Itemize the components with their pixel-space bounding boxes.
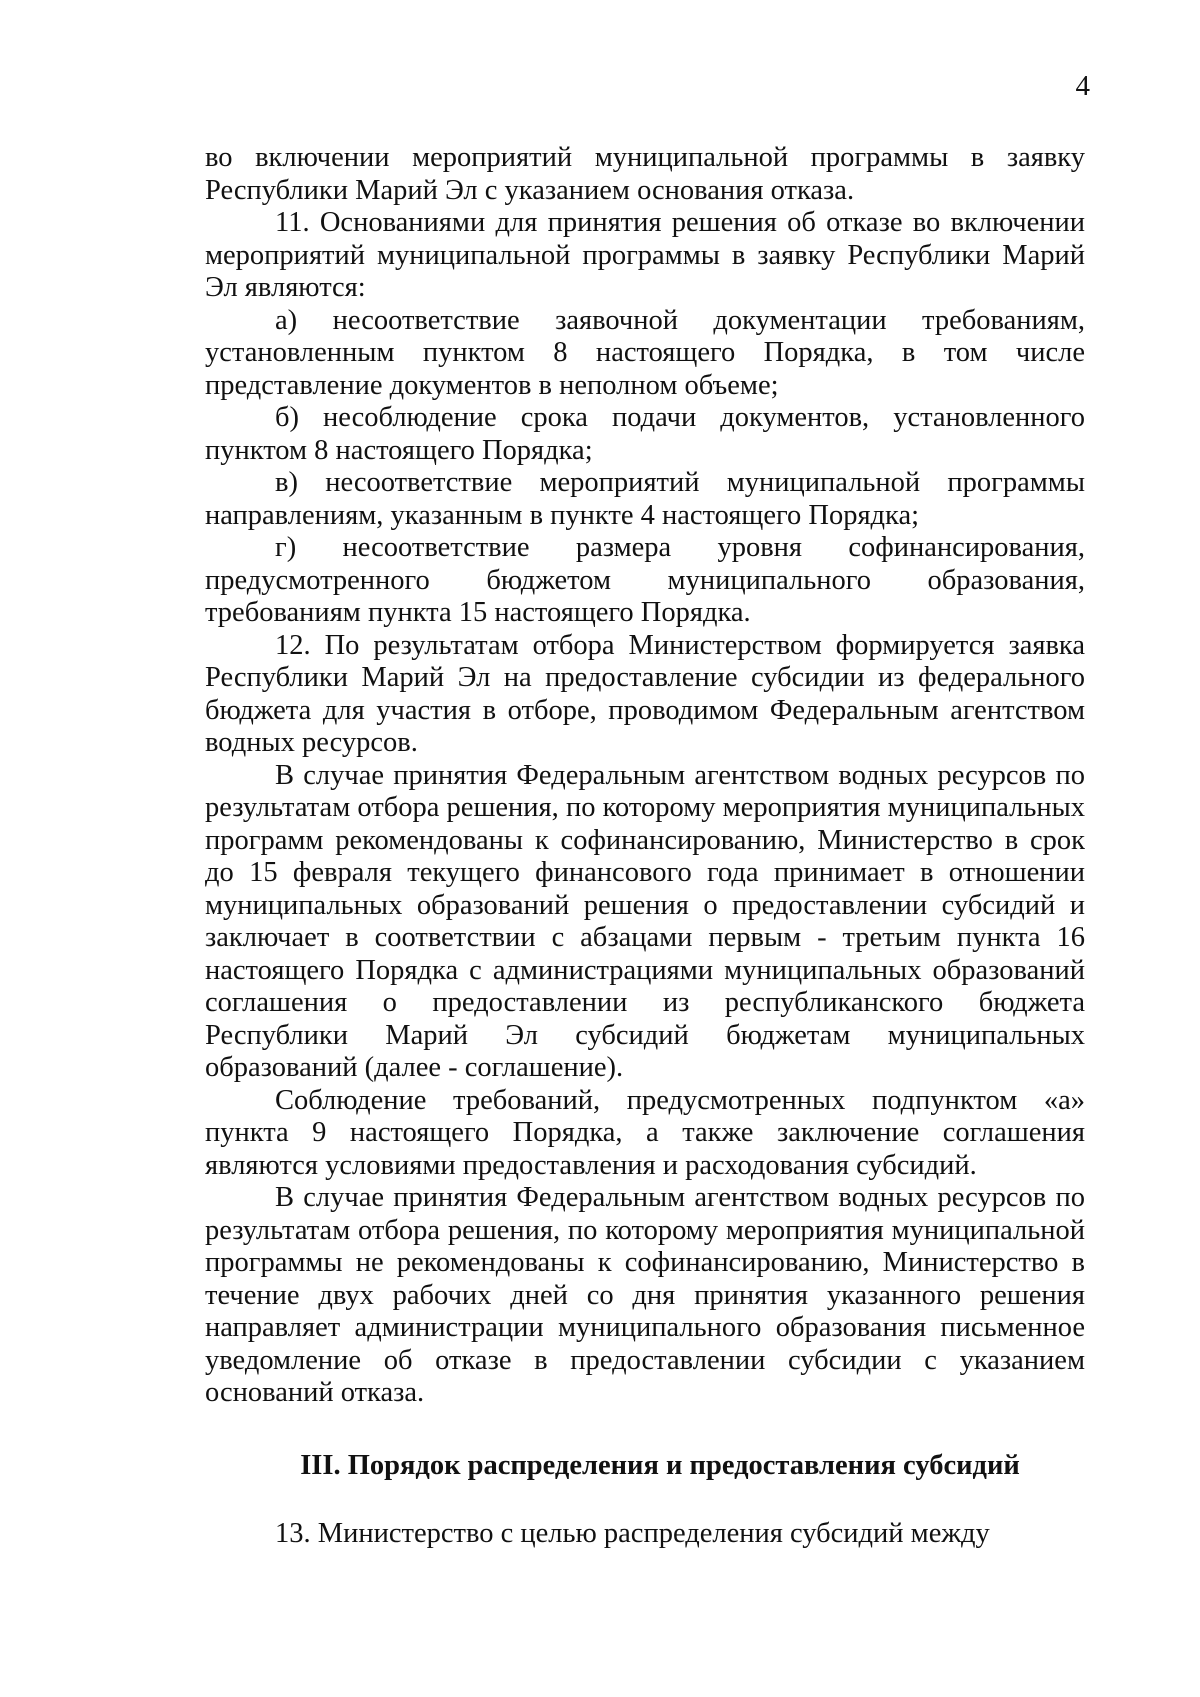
list-item-v: в) несоответствие мероприятий муниципальной программы направлениям, указанным в пункте 4 настоящего Порядка; <box>205 467 1085 531</box>
list-item-b: б) несоблюдение срока подачи документов, установленного пунктом 8 настоящего Порядка; <box>205 402 1085 466</box>
paragraph-13: 13. Министерство с целью распределения субсидий между <box>275 1518 990 1549</box>
section-heading: III. Порядок распределения и предоставления субсидий <box>300 1449 1020 1481</box>
paragraph-11: 11. Основаниями для принятия решения об отказе во включении мероприятий муниципальной программы в заявку Республики Марий Эл являются: <box>205 207 1085 303</box>
document-body <box>205 142 1085 1551</box>
list-item-a: а) несоответствие заявочной документации требованиям, установленным пунктом 8 настоящего Порядка, в том числе представление документов в неполном объеме; <box>205 304 1085 401</box>
list-item-g: г) несоответствие размера уровня софинансирования, предусмотренного бюджетом муниципального образования, требованиям пункта 15 настоящего Порядка. <box>205 532 1085 628</box>
paragraph-12-rejected-case: В случае принятия Федеральным агентством водных ресурсов по результатам отбора решения, по которому мероприятия муниципальной программы не рекомендованы к софинансированию, Министерство в течение двух рабочих дней со дня принятия указанного решения направляет администрации муниципального образования письменное уведомление об отказе в предоставлении субсидии с указанием оснований отказа. <box>205 1182 1085 1408</box>
paragraph-12-conditions: Соблюдение требований, предусмотренных подпунктом «а» пункта 9 настоящего Порядка, а также заключение соглашения являются условиями предоставления и расходования субсидий. <box>205 1084 1085 1181</box>
page-number: 4 <box>1075 70 1090 102</box>
paragraph-12: 12. По результатам отбора Министерством формируется заявка Республики Марий Эл на предоставление субсидии из федерального бюджета для участия в отборе, проводимом Федеральным агентством водных ресурсов. <box>205 629 1085 758</box>
paragraph-12-approved-case: В случае принятия Федеральным агентством водных ресурсов по результатам отбора решения, по которому мероприятия муниципальных программ рекомендованы к софинансированию, Министерство в срок до 15 февраля текущего финансового года принимает в отношении муниципальных образований решения о предоставлении субсидий и заключает в соответствии с абзацами первым - третьим пункта 16 настоящего Порядка с администрациями муниципальных образований соглашения о предоставлении из республиканского бюджета Республики Марий Эл субсидий бюджетам муниципальных образований (далее - соглашение). <box>205 759 1085 1083</box>
paragraph-continuation: во включении мероприятий муниципальной программы в заявку Республики Марий Эл с указанием основания отказа. <box>205 142 1085 206</box>
